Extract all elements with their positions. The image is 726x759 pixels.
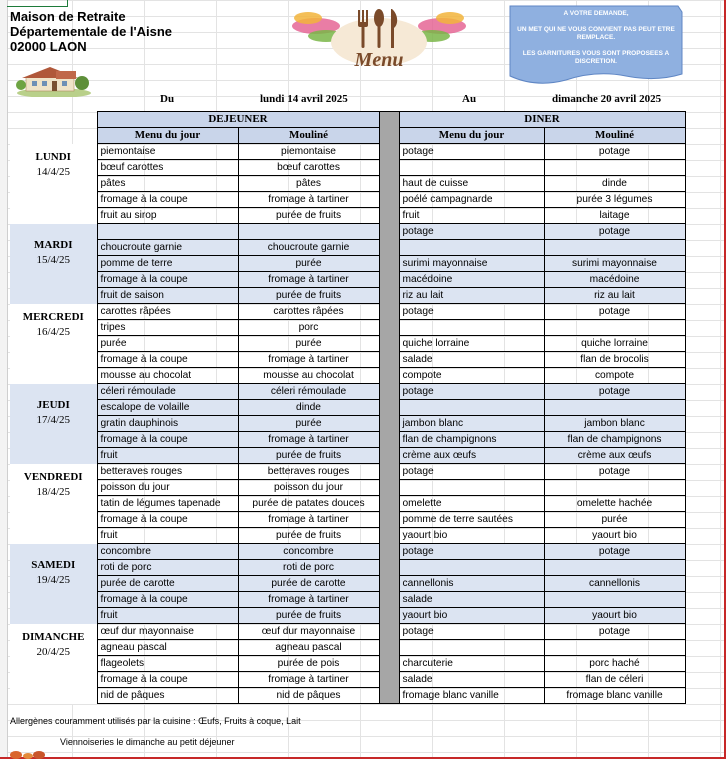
table-row: [10, 304, 685, 320]
dinner-menu-cell[interactable]: salade: [399, 672, 544, 688]
lunch-menu-cell[interactable]: flageolets: [97, 656, 238, 672]
dinner-mouline-cell[interactable]: potage: [544, 304, 685, 320]
table-row: [10, 576, 685, 592]
lunch-menu-cell[interactable]: nid de pâques: [97, 688, 238, 704]
dinner-menu-cell[interactable]: poélé campagnarde: [399, 192, 544, 208]
lunch-mouline-cell[interactable]: carottes râpées: [238, 304, 379, 320]
lunch-menu-cell[interactable]: purée de carotte: [97, 576, 238, 592]
lunch-menu-cell[interactable]: fruit: [97, 608, 238, 624]
dinner-mouline-cell[interactable]: riz au lait: [544, 288, 685, 304]
column-separator: [379, 112, 399, 704]
dinner-mouline-cell[interactable]: potage: [544, 144, 685, 160]
dinner-mouline-cell[interactable]: potage: [544, 464, 685, 480]
lunch-mouline-cell[interactable]: fromage à tartiner: [238, 592, 379, 608]
table-row: [10, 368, 685, 384]
dinner-menu-cell[interactable]: jambon blanc: [399, 416, 544, 432]
table-row: [10, 432, 685, 448]
selected-cell: [7, 0, 68, 7]
lunch-mouline-cell[interactable]: poisson du jour: [238, 480, 379, 496]
dinner-mouline-cell[interactable]: flan de champignons: [544, 432, 685, 448]
table-row: [10, 288, 685, 304]
table-row: [10, 672, 685, 688]
lunch-menu-cell[interactable]: fromage à la coupe: [97, 672, 238, 688]
dinner-mouline-cell[interactable]: purée 3 légumes: [544, 192, 685, 208]
dinner-menu-cell[interactable]: potage: [399, 304, 544, 320]
dinner-mouline-cell[interactable]: potage: [544, 544, 685, 560]
dinner-menu-cell[interactable]: pomme de terre sautées: [399, 512, 544, 528]
lunch-menu-cell[interactable]: fromage à la coupe: [97, 592, 238, 608]
lunch-menu-cell[interactable]: gratin dauphinois: [97, 416, 238, 432]
lunch-mouline-cell[interactable]: purée de pois: [238, 656, 379, 672]
lunch-menu-cell[interactable]: choucroute garnie: [97, 240, 238, 256]
day-label: [10, 544, 97, 624]
day-date: 17/4/25: [36, 413, 71, 426]
table-row: [10, 688, 685, 704]
lunch-mouline-cell[interactable]: porc: [238, 320, 379, 336]
lunch-menu-cell[interactable]: œuf dur mayonnaise: [97, 624, 238, 640]
dinner-mouline-cell[interactable]: potage: [544, 384, 685, 400]
lunch-menu-cell[interactable]: fromage à la coupe: [97, 512, 238, 528]
dinner-menu-cell[interactable]: surimi mayonnaise: [399, 256, 544, 272]
dinner-mouline-cell[interactable]: [544, 560, 685, 576]
dinner-menu-cell[interactable]: potage: [399, 624, 544, 640]
lunch-menu-cell[interactable]: fruit: [97, 528, 238, 544]
dinner-menu-cell[interactable]: riz au lait: [399, 288, 544, 304]
day-date: 15/4/25: [36, 253, 71, 266]
lunch-mouline-cell[interactable]: purée de fruits: [238, 528, 379, 544]
lunch-menu-header: Menu du jour: [97, 128, 238, 144]
dinner-menu-cell[interactable]: salade: [399, 592, 544, 608]
table-row: [10, 624, 685, 640]
dinner-menu-cell[interactable]: omelette: [399, 496, 544, 512]
notice-line-3: LES GARNITURES VOUS SONT PROPOSEES A DISCRETION.: [522, 49, 670, 65]
lunch-menu-cell[interactable]: agneau pascal: [97, 640, 238, 656]
table-row: [10, 560, 685, 576]
lunch-menu-cell[interactable]: pâtes: [97, 176, 238, 192]
dinner-menu-cell[interactable]: [399, 480, 544, 496]
lunch-menu-cell[interactable]: betteraves rouges: [97, 464, 238, 480]
start-date: lundi 14 avril 2025: [260, 93, 348, 105]
lunch-menu-cell[interactable]: poisson du jour: [97, 480, 238, 496]
table-row: [10, 224, 685, 240]
lunch-menu-cell[interactable]: concombre: [97, 544, 238, 560]
lunch-menu-cell[interactable]: mousse au chocolat: [97, 368, 238, 384]
table-row: [10, 352, 685, 368]
table-row: [10, 256, 685, 272]
row-header-bar: [0, 0, 8, 759]
lunch-mouline-cell[interactable]: mousse au chocolat: [238, 368, 379, 384]
lunch-menu-cell[interactable]: fruit au sirop: [97, 208, 238, 224]
dinner-mouline-cell[interactable]: compote: [544, 368, 685, 384]
lunch-menu-cell[interactable]: piemontaise: [97, 144, 238, 160]
day-date: 18/4/25: [36, 485, 71, 498]
dinner-mouline-cell[interactable]: dinde: [544, 176, 685, 192]
lunch-mouline-cell[interactable]: dinde: [238, 400, 379, 416]
lunch-mouline-cell[interactable]: fromage à tartiner: [238, 672, 379, 688]
dinner-menu-cell[interactable]: quiche lorraine: [399, 336, 544, 352]
lunch-mouline-cell[interactable]: purée: [238, 416, 379, 432]
org-line-3: 02000 LAON: [10, 39, 87, 54]
leaf-decoration: [8, 748, 48, 759]
notice-text: [512, 10, 680, 74]
lunch-mouline-cell[interactable]: fromage à tartiner: [238, 352, 379, 368]
table-row: [10, 416, 685, 432]
lunch-mouline-cell[interactable]: [238, 224, 379, 240]
dinner-mouline-cell[interactable]: macédoine: [544, 272, 685, 288]
lunch-mouline-cell[interactable]: fromage à tartiner: [238, 512, 379, 528]
day-date: 16/4/25: [36, 325, 71, 338]
day-name: VENDREDI: [23, 470, 83, 483]
table-row: [10, 176, 685, 192]
day-label: [10, 384, 97, 464]
lunch-menu-cell[interactable]: fromage à la coupe: [97, 432, 238, 448]
lunch-mouline-cell[interactable]: purée de carotte: [238, 576, 379, 592]
lunch-mouline-cell[interactable]: purée de fruits: [238, 448, 379, 464]
table-row: [10, 240, 685, 256]
dinner-mouline-cell[interactable]: omelette hachée: [544, 496, 685, 512]
day-name: LUNDI: [35, 150, 71, 163]
lunch-mouline-cell[interactable]: œuf dur mayonnaise: [238, 624, 379, 640]
lunch-menu-cell[interactable]: fruit de saison: [97, 288, 238, 304]
day-name: MERCREDI: [22, 310, 84, 323]
dinner-mouline-cell[interactable]: potage: [544, 624, 685, 640]
table-row: [10, 208, 685, 224]
lunch-mouline-header: Mouliné: [238, 128, 379, 144]
lunch-mouline-cell[interactable]: fromage à tartiner: [238, 192, 379, 208]
lunch-mouline-cell[interactable]: céleri rémoulade: [238, 384, 379, 400]
allergens-note: Allergènes couramment utilisés par la cuisine : Œufs, Fruits à coque, Lait: [10, 716, 301, 726]
lunch-mouline-cell[interactable]: purée: [238, 336, 379, 352]
dinner-header: DINER: [399, 112, 685, 128]
dinner-mouline-cell[interactable]: [544, 240, 685, 256]
dinner-menu-cell[interactable]: [399, 320, 544, 336]
logo-word: Menu: [354, 49, 404, 71]
lunch-menu-cell[interactable]: purée: [97, 336, 238, 352]
lunch-mouline-cell[interactable]: concombre: [238, 544, 379, 560]
lunch-menu-cell[interactable]: carottes râpées: [97, 304, 238, 320]
table-row: [10, 400, 685, 416]
lunch-menu-cell[interactable]: fromage à la coupe: [97, 192, 238, 208]
dinner-menu-cell[interactable]: [399, 640, 544, 656]
dinner-menu-cell[interactable]: yaourt bio: [399, 608, 544, 624]
dinner-mouline-cell[interactable]: [544, 320, 685, 336]
table-row: [10, 592, 685, 608]
dinner-menu-cell[interactable]: haut de cuisse: [399, 176, 544, 192]
dinner-mouline-header: Mouliné: [544, 128, 685, 144]
end-date: dimanche 20 avril 2025: [552, 93, 662, 105]
corner-cell: [10, 128, 97, 144]
table-row: [10, 448, 685, 464]
dinner-menu-cell[interactable]: [399, 240, 544, 256]
du-label: Du: [160, 93, 175, 105]
lunch-menu-cell[interactable]: céleri rémoulade: [97, 384, 238, 400]
dinner-menu-cell[interactable]: potage: [399, 224, 544, 240]
dinner-menu-cell[interactable]: potage: [399, 144, 544, 160]
table-row: [10, 320, 685, 336]
day-label: [10, 464, 97, 544]
lunch-mouline-cell[interactable]: roti de porc: [238, 560, 379, 576]
dinner-mouline-cell[interactable]: porc haché: [544, 656, 685, 672]
dinner-mouline-cell[interactable]: yaourt bio: [544, 528, 685, 544]
dinner-mouline-cell[interactable]: flan de céleri: [544, 672, 685, 688]
day-date: 14/4/25: [36, 165, 71, 178]
table-row: [10, 144, 685, 160]
day-name: JEUDI: [36, 398, 70, 411]
table-row: [10, 656, 685, 672]
lunch-menu-cell[interactable]: roti de porc: [97, 560, 238, 576]
table-row: [10, 160, 685, 176]
dinner-menu-cell[interactable]: crème aux œufs: [399, 448, 544, 464]
dinner-menu-cell[interactable]: potage: [399, 384, 544, 400]
table-row: [10, 608, 685, 624]
organization-address: [10, 9, 172, 54]
day-name: SAMEDI: [31, 558, 76, 571]
table-row: [10, 512, 685, 528]
lunch-mouline-cell[interactable]: purée de fruits: [238, 608, 379, 624]
dinner-mouline-cell[interactable]: flan de brocolis: [544, 352, 685, 368]
day-date: 20/4/25: [36, 645, 71, 658]
day-label: [10, 144, 97, 224]
dinner-mouline-cell[interactable]: cannellonis: [544, 576, 685, 592]
dinner-mouline-cell[interactable]: potage: [544, 224, 685, 240]
table-row: [10, 464, 685, 480]
lunch-menu-cell[interactable]: [97, 224, 238, 240]
retirement-home-picture: [16, 63, 92, 97]
breakfast-note: Viennoiseries le dimanche au petit déjeuner: [60, 737, 235, 747]
dinner-menu-cell[interactable]: compote: [399, 368, 544, 384]
lunch-mouline-cell[interactable]: purée de fruits: [238, 288, 379, 304]
lunch-mouline-cell[interactable]: fromage à tartiner: [238, 432, 379, 448]
table-row: [10, 336, 685, 352]
lunch-mouline-cell[interactable]: pâtes: [238, 176, 379, 192]
lunch-menu-cell[interactable]: tatin de légumes tapenade: [97, 496, 238, 512]
dinner-mouline-cell[interactable]: [544, 400, 685, 416]
table-row: [10, 496, 685, 512]
lunch-menu-cell[interactable]: fromage à la coupe: [97, 272, 238, 288]
menu-logo: [286, 4, 472, 72]
table-row: [10, 640, 685, 656]
dinner-menu-cell[interactable]: fruit: [399, 208, 544, 224]
dinner-mouline-cell[interactable]: [544, 480, 685, 496]
lunch-mouline-cell[interactable]: purée: [238, 256, 379, 272]
dinner-menu-cell[interactable]: salade: [399, 352, 544, 368]
lunch-mouline-cell[interactable]: piemontaise: [238, 144, 379, 160]
dinner-mouline-cell[interactable]: yaourt bio: [544, 608, 685, 624]
dinner-mouline-cell[interactable]: [544, 640, 685, 656]
dinner-menu-cell[interactable]: macédoine: [399, 272, 544, 288]
table-row: [10, 544, 685, 560]
lunch-mouline-cell[interactable]: nid de pâques: [238, 688, 379, 704]
day-date: 19/4/25: [36, 573, 71, 586]
lunch-mouline-cell[interactable]: choucroute garnie: [238, 240, 379, 256]
notice-line-1: A VOTRE DEMANDE,: [563, 10, 629, 17]
dinner-mouline-cell[interactable]: purée: [544, 512, 685, 528]
lunch-mouline-cell[interactable]: betteraves rouges: [238, 464, 379, 480]
dinner-menu-cell[interactable]: cannellonis: [399, 576, 544, 592]
lunch-menu-cell[interactable]: bœuf carottes: [97, 160, 238, 176]
dinner-mouline-cell[interactable]: quiche lorraine: [544, 336, 685, 352]
dinner-mouline-cell[interactable]: [544, 160, 685, 176]
day-name: DIMANCHE: [22, 630, 85, 643]
lunch-menu-cell[interactable]: pomme de terre: [97, 256, 238, 272]
table-row: [10, 528, 685, 544]
lunch-mouline-cell[interactable]: fromage à tartiner: [238, 272, 379, 288]
dinner-menu-cell[interactable]: [399, 560, 544, 576]
table-row: [10, 272, 685, 288]
notice-line-2: UN MET QUI NE VOUS CONVIENT PAS PEUT ETRE REMPLACE.: [517, 25, 675, 41]
lunch-mouline-cell[interactable]: purée de patates douces: [238, 496, 379, 512]
lunch-menu-cell[interactable]: tripes: [97, 320, 238, 336]
lunch-menu-cell[interactable]: fruit: [97, 448, 238, 464]
table-row: [10, 480, 685, 496]
au-label: Au: [462, 93, 477, 105]
dinner-mouline-cell[interactable]: fromage blanc vanille: [544, 688, 685, 704]
dinner-menu-cell[interactable]: fromage blanc vanille: [399, 688, 544, 704]
dinner-menu-cell[interactable]: yaourt bio: [399, 528, 544, 544]
dinner-menu-cell[interactable]: [399, 160, 544, 176]
org-line-1: Maison de Retraite: [10, 9, 126, 24]
day-label: [10, 224, 97, 304]
lunch-mouline-cell[interactable]: bœuf carottes: [238, 160, 379, 176]
table-row: [10, 192, 685, 208]
dinner-mouline-cell[interactable]: [544, 592, 685, 608]
table-row: [10, 384, 685, 400]
lunch-mouline-cell[interactable]: agneau pascal: [238, 640, 379, 656]
lunch-menu-cell[interactable]: escalope de volaille: [97, 400, 238, 416]
day-label: [10, 624, 97, 704]
day-label: [10, 304, 97, 384]
lunch-menu-cell[interactable]: fromage à la coupe: [97, 352, 238, 368]
dinner-mouline-cell[interactable]: laitage: [544, 208, 685, 224]
weekly-menu-table: [10, 111, 686, 704]
lunch-header: DEJEUNER: [97, 112, 379, 128]
dinner-menu-cell[interactable]: flan de champignons: [399, 432, 544, 448]
dinner-menu-cell[interactable]: [399, 400, 544, 416]
dinner-mouline-cell[interactable]: surimi mayonnaise: [544, 256, 685, 272]
dinner-mouline-cell[interactable]: crème aux œufs: [544, 448, 685, 464]
corner-cell: [10, 112, 97, 128]
org-line-2: Départementale de l'Aisne: [10, 24, 173, 39]
day-name: MARDI: [34, 238, 73, 251]
dinner-menu-cell[interactable]: potage: [399, 464, 544, 480]
dinner-menu-cell[interactable]: charcuterie: [399, 656, 544, 672]
dinner-menu-cell[interactable]: potage: [399, 544, 544, 560]
dinner-mouline-cell[interactable]: jambon blanc: [544, 416, 685, 432]
dinner-menu-header: Menu du jour: [399, 128, 544, 144]
lunch-mouline-cell[interactable]: purée de fruits: [238, 208, 379, 224]
